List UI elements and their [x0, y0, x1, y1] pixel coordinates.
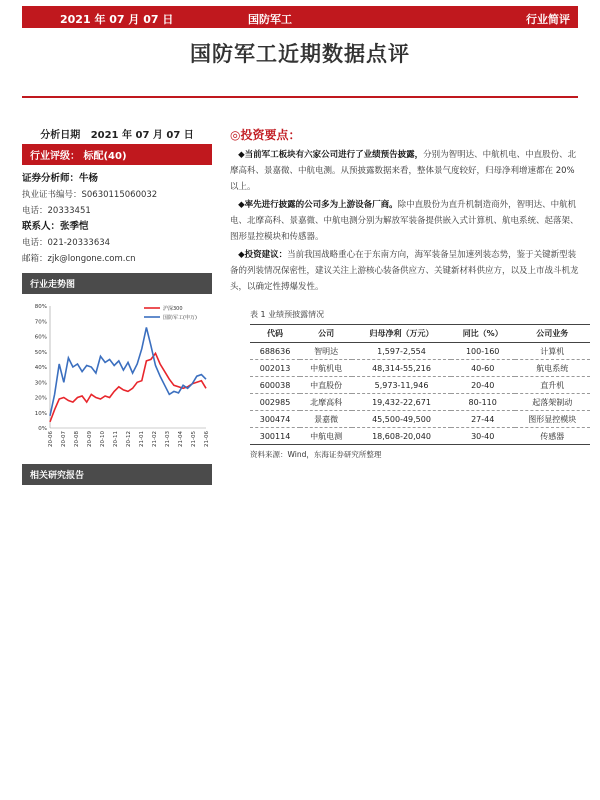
- cell-code: 300114: [250, 428, 300, 445]
- contact-phone: 电话：021-20333634: [22, 238, 111, 248]
- left-sidebar: [22, 126, 212, 485]
- analysis-date-row: [22, 126, 212, 142]
- analysis-date: 2021 年 07 月 07 日: [90, 130, 194, 141]
- contact-name: 张季恺: [60, 221, 89, 232]
- y-tick-label: 10%: [34, 410, 47, 417]
- col-header-code: 代码: [250, 325, 300, 343]
- cell-yoy: 27-44: [451, 411, 515, 428]
- cell-yoy: 40-60: [451, 360, 515, 377]
- analysis-date-label: 分析日期: [40, 130, 81, 141]
- x-tick-label: 21-06: [204, 431, 210, 447]
- legend-label: 沪深300: [163, 306, 183, 312]
- table-row: [250, 360, 590, 377]
- cell-net-profit: 45,500-49,500: [352, 411, 451, 428]
- cell-code: 002013: [250, 360, 300, 377]
- col-header-business: 公司业务: [515, 325, 590, 343]
- cell-business: 航电系统: [515, 360, 590, 377]
- cell-business: 直升机: [515, 377, 590, 394]
- x-tick-label: 21-02: [152, 431, 158, 447]
- x-tick-label: 20-12: [126, 431, 132, 447]
- contact-email[interactable]: 邮箱：zjk@longone.com.cn: [22, 254, 136, 264]
- cell-business: 起落架制动: [515, 394, 590, 411]
- col-header-company: 公司: [300, 325, 352, 343]
- cell-business: 传感器: [515, 428, 590, 445]
- header-bar: [22, 6, 578, 28]
- paragraph-3: [230, 247, 580, 295]
- legend-label: 国防军工(申万): [163, 315, 197, 321]
- x-tick-label: 21-04: [178, 431, 184, 447]
- y-tick-label: 40%: [34, 365, 47, 371]
- paragraph-2-text: 除中直股份为直升机制造商外，智明达、中航机电、北摩高科、景嘉微、中航电测分别为解放军装备提供嵌入式计算机、航电系统、起落架、图形显控模块和传感器。: [230, 200, 579, 242]
- x-tick-label: 20-10: [100, 431, 106, 447]
- cell-company: 中航电测: [300, 428, 352, 445]
- cell-business: 图形显控模块: [515, 411, 590, 428]
- paragraph-2: [230, 197, 580, 245]
- chart-y-ticks: [35, 304, 47, 432]
- cell-code: 688636: [250, 343, 300, 360]
- y-tick-label: 80%: [34, 304, 47, 310]
- table-row: [250, 343, 590, 360]
- license-number: 执业证书编号：S0630115060032: [22, 190, 158, 200]
- paragraph-1: [230, 147, 580, 195]
- trend-chart-title: 行业走势图: [22, 273, 212, 294]
- cell-net-profit: 48,314-55,216: [352, 360, 451, 377]
- col-header-yoy: 同比（%）: [451, 325, 515, 343]
- cell-net-profit: 19,432-22,671: [352, 394, 451, 411]
- header-report-type: 行业简评: [526, 13, 570, 26]
- paragraph-3-lead: ◆投资建议：: [238, 250, 288, 260]
- earnings-table: [250, 324, 590, 445]
- page-title: 国防军工近期数据点评: [190, 41, 410, 66]
- chart-x-ticks: [48, 431, 210, 447]
- analyst-row: [22, 171, 212, 187]
- paragraph-3-text: 当前我国战略重心在于东南方向，海军装备呈加速列装态势，鉴于关键新型装备的列装情况保密性，建议关注上游核心装备供应方、关键新材料供应方，以及上市战斗机龙头，以确定性搏爆发性。: [230, 250, 579, 292]
- x-tick-label: 20-07: [61, 431, 67, 447]
- cell-code: 002985: [250, 394, 300, 411]
- y-tick-label: 20%: [34, 395, 47, 402]
- y-tick-label: 30%: [34, 380, 47, 387]
- header-date: 2021 年 07 月 07 日: [60, 13, 174, 26]
- col-header-net-profit: 归母净利（万元）: [352, 325, 451, 343]
- cell-code: 300474: [250, 411, 300, 428]
- y-tick-label: 70%: [34, 319, 47, 326]
- analyst-label: 证券分析师：: [22, 173, 80, 184]
- chart-series-group: [50, 327, 206, 422]
- y-tick-label: 50%: [34, 349, 47, 356]
- table-row: [250, 411, 590, 428]
- paragraph-2-lead: ◆率先进行披露的公司多为上游设备厂商。: [238, 200, 398, 210]
- cell-company: 景嘉微: [300, 411, 352, 428]
- table-row: [250, 377, 590, 394]
- contact-label: 联系人：: [22, 221, 61, 232]
- chart-legend: [144, 305, 197, 321]
- cell-yoy: 30-40: [451, 428, 515, 445]
- x-tick-label: 21-03: [165, 431, 171, 447]
- cell-net-profit: 5,973-11,946: [352, 377, 451, 394]
- y-tick-label: 60%: [34, 334, 47, 341]
- cell-code: 600038: [250, 377, 300, 394]
- paragraph-1-lead: ◆当前军工板块有六家公司进行了业绩预告披露，: [238, 150, 424, 160]
- x-tick-label: 21-05: [191, 431, 197, 447]
- x-tick-label: 20-06: [48, 431, 54, 447]
- title-divider: [22, 96, 578, 98]
- paragraph-1-text: 分别为智明达、中航机电、中直股份、北摩高科、景嘉微、中航电测。从预披露数据来看，整体景气度较好，归母净利增速都在 20%以上。: [230, 150, 577, 192]
- cell-company: 中航机电: [300, 360, 352, 377]
- table-caption: 表 1 业绩预披露情况: [250, 310, 325, 319]
- key-points-title: ◎投资要点：: [230, 128, 301, 142]
- table-row: [250, 394, 590, 411]
- cell-net-profit: 18,608-20,040: [352, 428, 451, 445]
- analyst-name: 牛杨: [79, 173, 99, 184]
- cell-yoy: 20-40: [451, 377, 515, 394]
- cell-company: 北摩高科: [300, 394, 352, 411]
- contact-row: [22, 219, 212, 235]
- cell-yoy: 80-110: [451, 394, 515, 411]
- x-tick-label: 20-08: [74, 431, 80, 447]
- analyst-phone: 电话：20333451: [22, 206, 91, 216]
- table-row: [250, 428, 590, 445]
- cell-business: 计算机: [515, 343, 590, 360]
- industry-rating: 行业评级： 标配(40): [22, 144, 212, 165]
- cell-net-profit: 1,597-2,554: [352, 343, 451, 360]
- cell-yoy: 100-160: [451, 343, 515, 360]
- x-tick-label: 20-09: [87, 431, 93, 447]
- main-content: [230, 126, 580, 460]
- x-tick-label: 21-01: [139, 431, 145, 447]
- cell-company: 中直股份: [300, 377, 352, 394]
- header-category: 国防军工: [248, 13, 292, 26]
- table-header-row: [250, 325, 590, 343]
- cell-company: 智明达: [300, 343, 352, 360]
- related-reports-title: 相关研究报告: [22, 464, 212, 485]
- industry-trend-chart: [22, 296, 212, 456]
- y-tick-label: 0%: [38, 426, 47, 432]
- x-tick-label: 20-11: [113, 431, 119, 447]
- table-source: 资料来源：Wind，东海证券研究所整理: [250, 450, 382, 459]
